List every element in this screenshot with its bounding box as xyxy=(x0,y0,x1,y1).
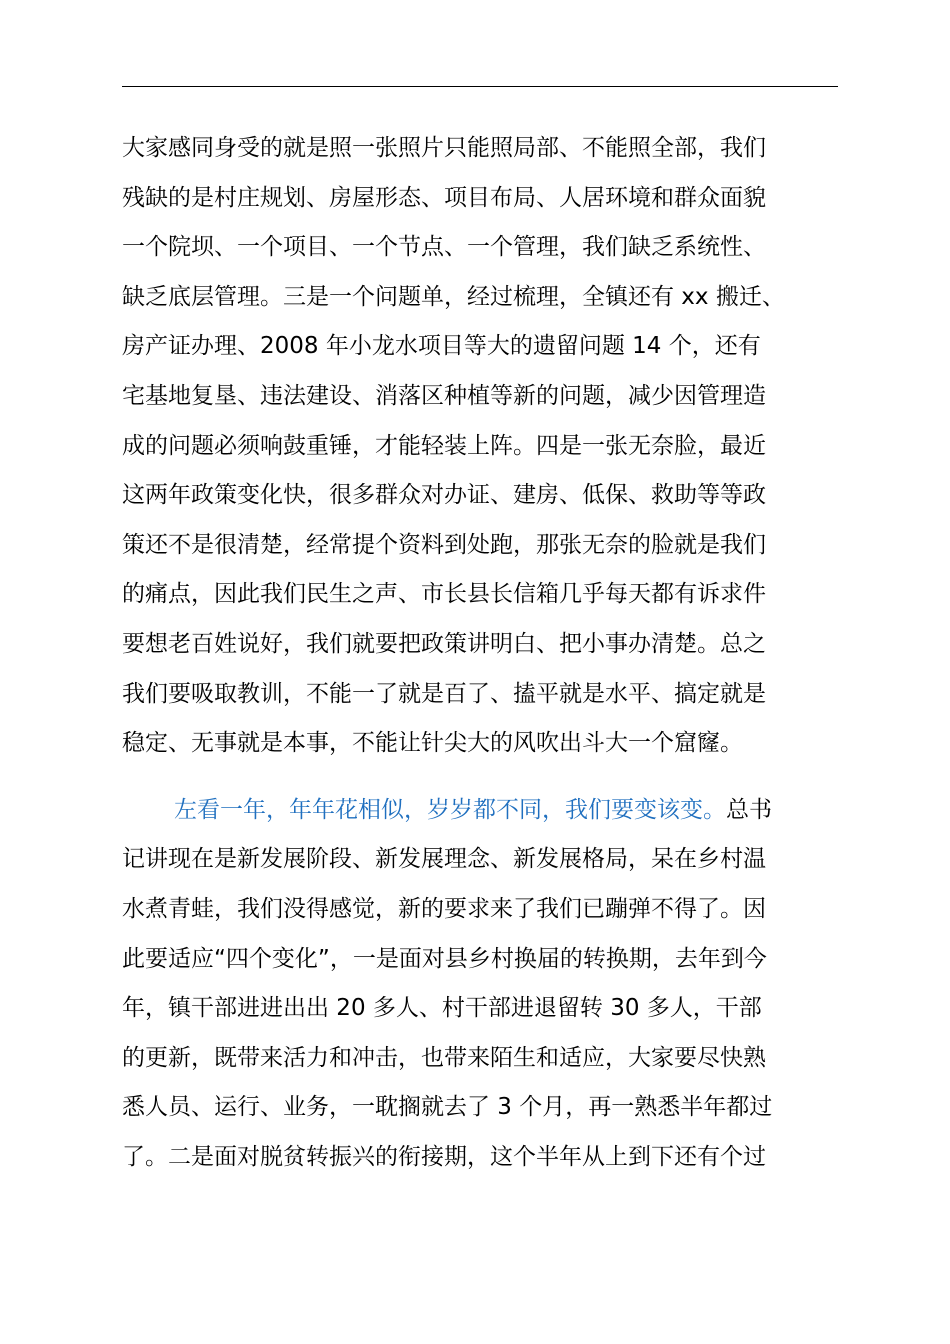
text-line: 宅基地复垦、违法建设、消落区种植等新的问题，减少因管理造 xyxy=(122,382,766,409)
paragraph-1 xyxy=(122,124,838,769)
text-line: 年，镇干部进进出出 20 多人、村干部进退留转 30 多人，干部 xyxy=(122,995,762,1022)
text-line: 成的问题必须响鼓重锤，才能轻装上阵。四是一张无奈脸，最近 xyxy=(122,432,766,459)
document-body xyxy=(122,124,838,1182)
highlighted-sentence: 左看一年，年年花相似，岁岁都不同，我们要变该变。 xyxy=(174,796,726,823)
text-line: 悉人员、运行、业务，一耽搁就去了 3 个月，再一熟悉半年都过 xyxy=(122,1094,773,1121)
text-line: 房产证办理、2008 年小龙水项目等大的遗留问题 14 个，还有 xyxy=(122,333,761,360)
paragraph-2 xyxy=(122,786,838,1183)
text-line: 水煮青蛙，我们没得感觉，新的要求来了我们已蹦弹不得了。因 xyxy=(122,895,766,922)
text-line: 策还不是很清楚，经常提个资料到处跑，那张无奈的脸就是我们 xyxy=(122,531,766,558)
text-line: 稳定、无事就是本事，不能让针尖大的风吹出斗大一个窟窿。 xyxy=(122,730,743,757)
text-line: 缺乏底层管理。三是一个问题单，经过梳理，全镇还有 xx 搬迁、 xyxy=(122,283,785,310)
text-line: 要想老百姓说好，我们就要把政策讲明白、把小事办清楚。总之 xyxy=(122,630,766,657)
text-line: 大家感同身受的就是照一张照片只能照局部、不能照全部，我们 xyxy=(122,135,766,161)
first-line-rest: 总书 xyxy=(726,796,772,823)
text-line: 我们要吸取教训，不能一了就是百了、搕平就是水平、搞定就是 xyxy=(122,680,766,707)
text-line: 残缺的是村庄规划、房屋形态、项目布局、人居环境和群众面貌 xyxy=(122,184,766,211)
text-line: 这两年政策变化快，很多群众对办证、建房、低保、救助等等政 xyxy=(122,482,766,509)
header-rule xyxy=(122,86,838,87)
text-line: 的更新，既带来活力和冲击，也带来陌生和适应，大家要尽快熟 xyxy=(122,1044,766,1071)
text-line: 的痛点，因此我们民生之声、市长县长信箱几乎每天都有诉求件 xyxy=(122,581,766,608)
text-line: 一个院坝、一个项目、一个节点、一个管理，我们缺乏系统性、 xyxy=(122,234,766,261)
text-line: 此要适应“四个变化”，一是面对县乡村换届的转换期，去年到今 xyxy=(122,945,767,972)
paragraph-gap xyxy=(122,769,838,786)
paragraph-2-first-line xyxy=(122,786,838,836)
text-line: 记讲现在是新发展阶段、新发展理念、新发展格局，呆在乡村温 xyxy=(122,846,766,873)
text-line: 了。二是面对脱贫转振兴的衔接期，这个半年从上到下还有个过 xyxy=(122,1143,766,1170)
